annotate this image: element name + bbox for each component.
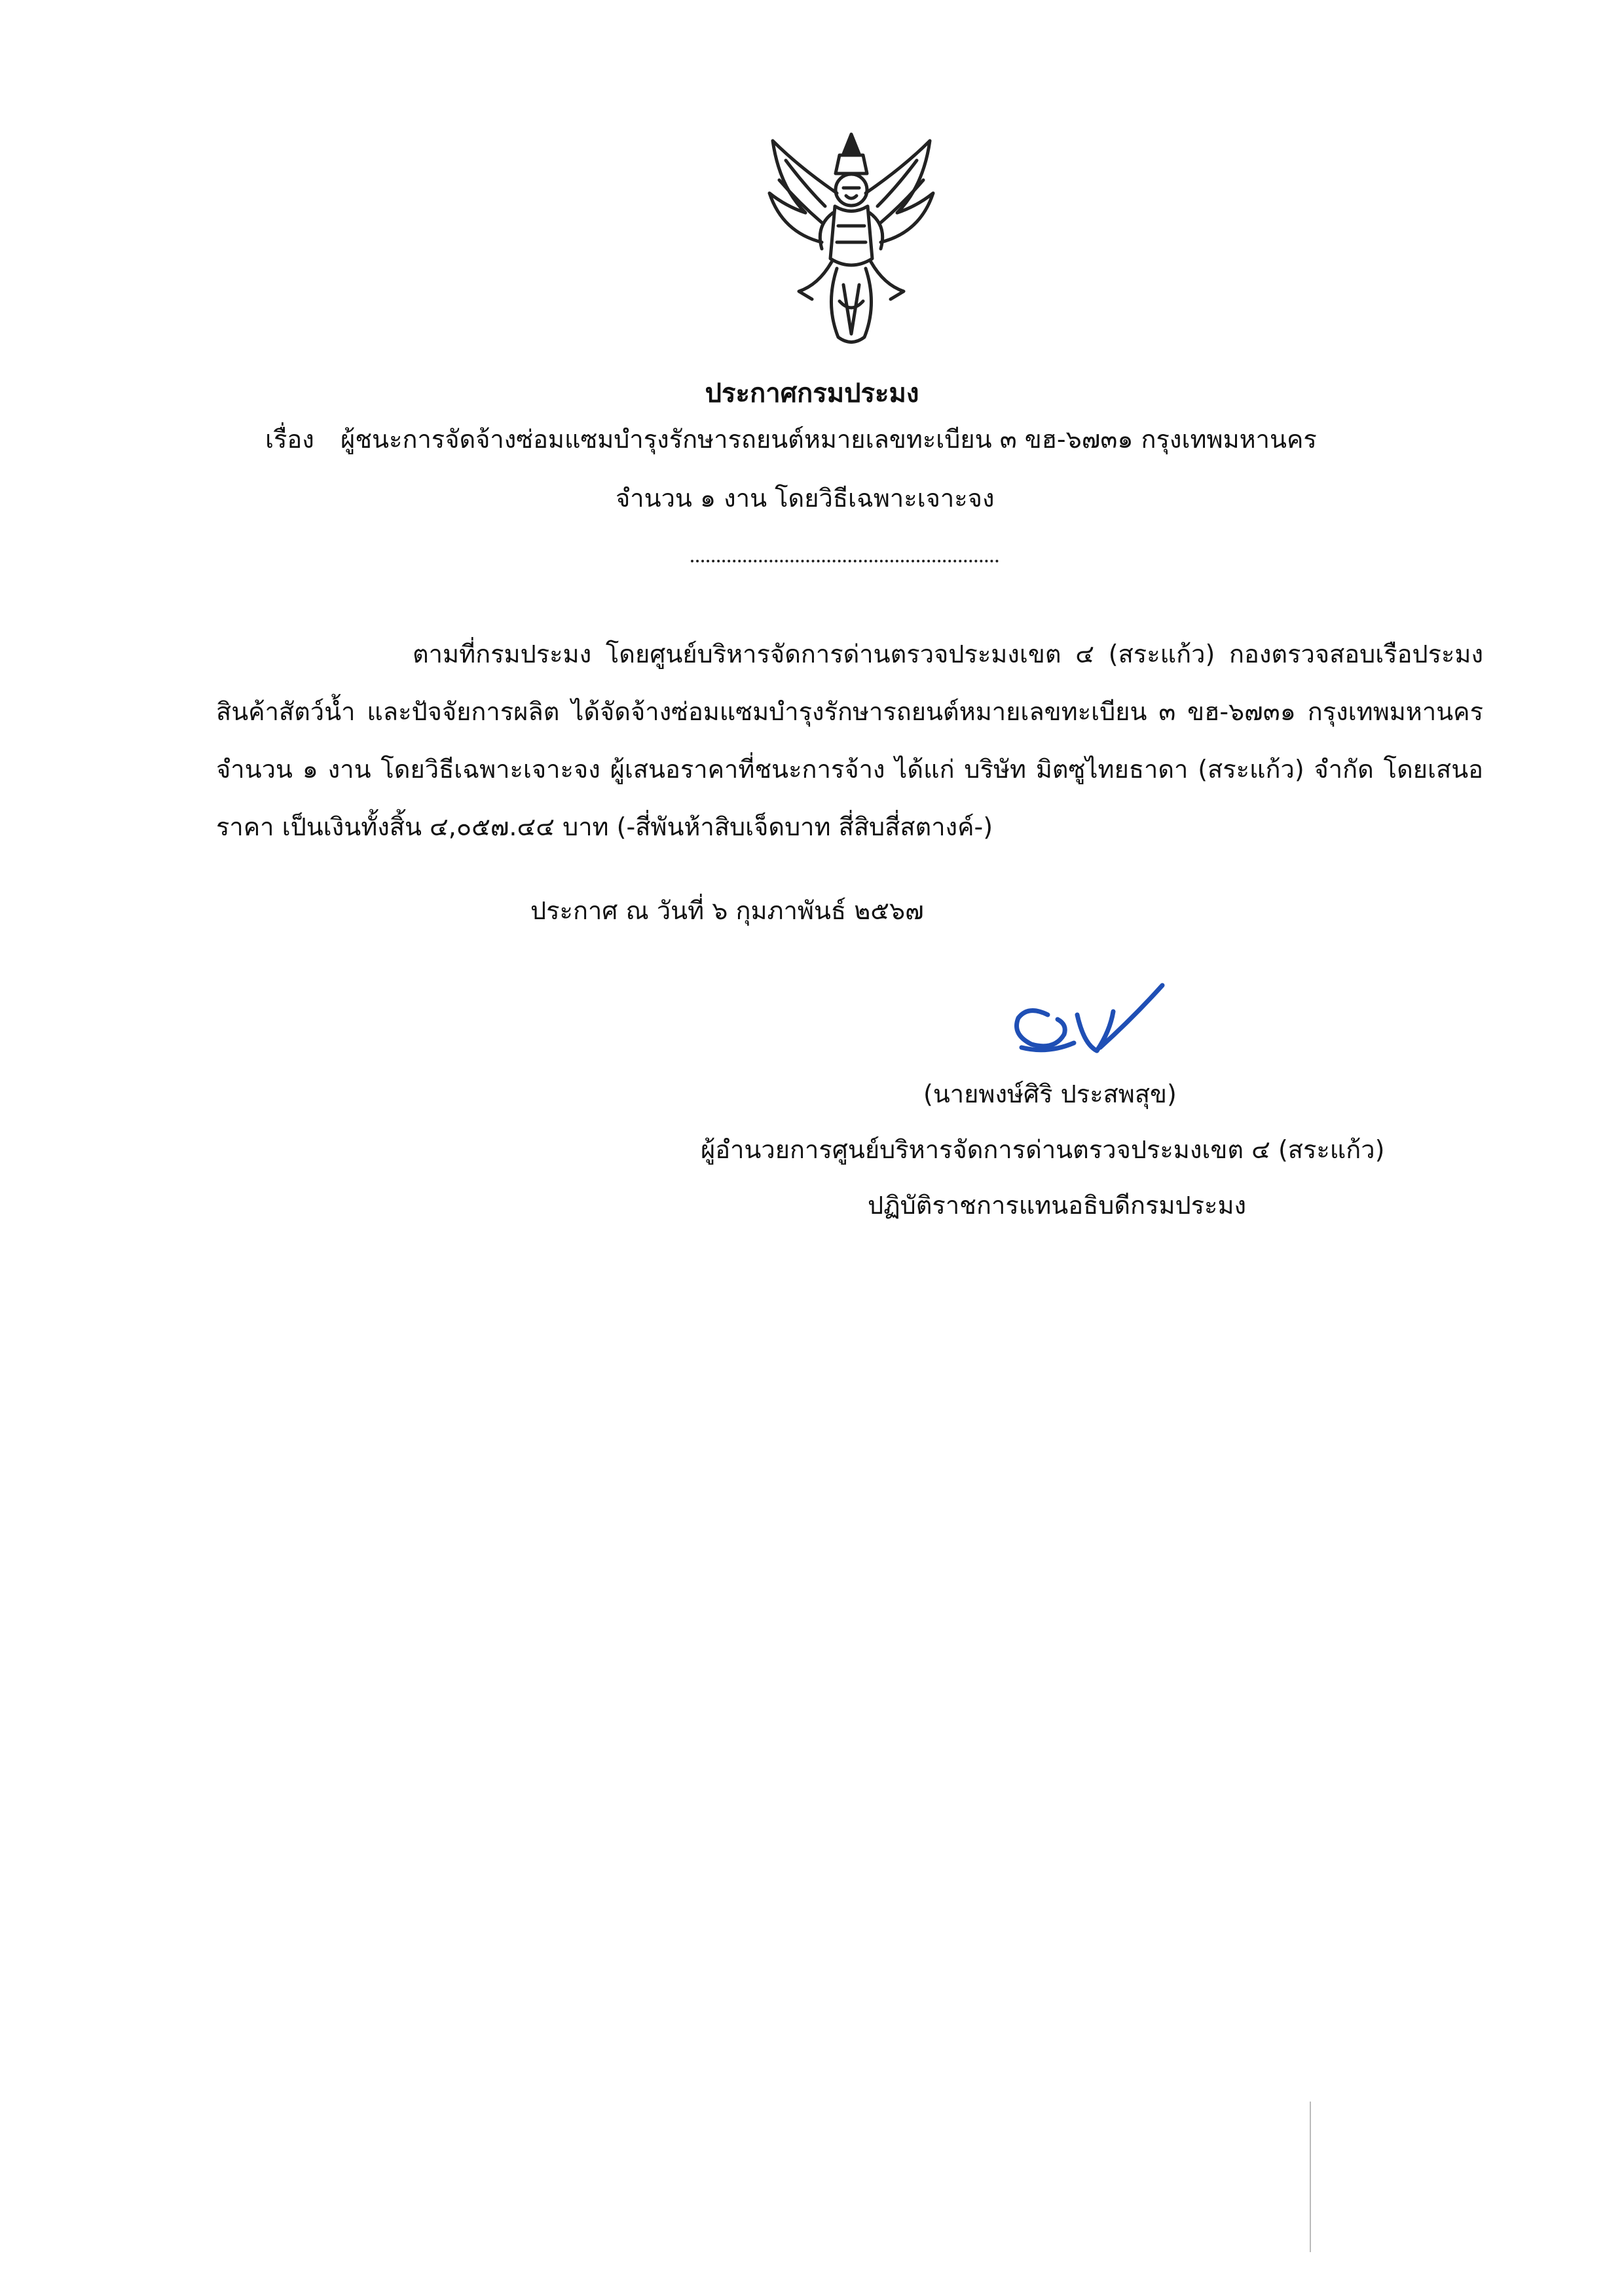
dotted-divider [691, 560, 999, 562]
garuda-emblem-icon [760, 128, 943, 354]
document-title: ประกาศกรมประมง [705, 378, 919, 409]
announcement-date: ประกาศ ณ วันที่ ๖ กุมภาพันธ์ ๒๕๖๗ [530, 896, 924, 925]
subject-line-1: ผู้ชนะการจัดจ้างซ่อมแซมบำรุงรักษารถยนต์หมายเลขทะเบียน ๓ ขฮ-๖๗๓๑ กรุงเทพมหานคร [341, 425, 1317, 454]
scan-margin-line [1310, 2102, 1311, 2252]
signer-position-line-1: ผู้อำนวยการศูนย์บริหารจัดการด่านตรวจประมงเขต ๔ (สระแก้ว) [701, 1135, 1385, 1164]
body-paragraph [216, 625, 1483, 856]
subject-line-2: จำนวน ๑ งาน โดยวิธีเฉพาะเจาะจง [616, 484, 995, 513]
signer-name: (นายพงษ์ศิริ ประสพสุข) [923, 1080, 1177, 1108]
subject-label: เรื่อง [265, 425, 314, 454]
signature-image [1002, 979, 1179, 1077]
body-paragraph-text: ตามที่กรมประมง โดยศูนย์บริหารจัดการด่านตรวจประมงเขต ๔ (สระแก้ว) กองตรวจสอบเรือประมง สินค้าสัตว์น้ำ และปัจจัยการผลิต ได้จัดจ้างซ่อมแซมบำรุงรักษารถยนต์หมายเลขทะเบียน ๓ ขฮ-๖๗๓๑ กรุงเทพมหานคร จำนวน ๑ งาน โดยวิธีเฉพาะเจาะจง ผู้เสนอราคาที่ชนะการจ้าง ได้แก่ บริษัท มิตซูไทยธาดา (สระแก้ว) จำกัด โดยเสนอราคา เป็นเงินทั้งสิ้น ๔,๐๕๗.๔๔ บาท (-สี่พันห้าสิบเจ็ดบาท สี่สิบสี่สตางค์-) [216, 640, 1483, 841]
signer-position-line-2: ปฏิบัติราชการแทนอธิบดีกรมประมง [868, 1191, 1247, 1220]
